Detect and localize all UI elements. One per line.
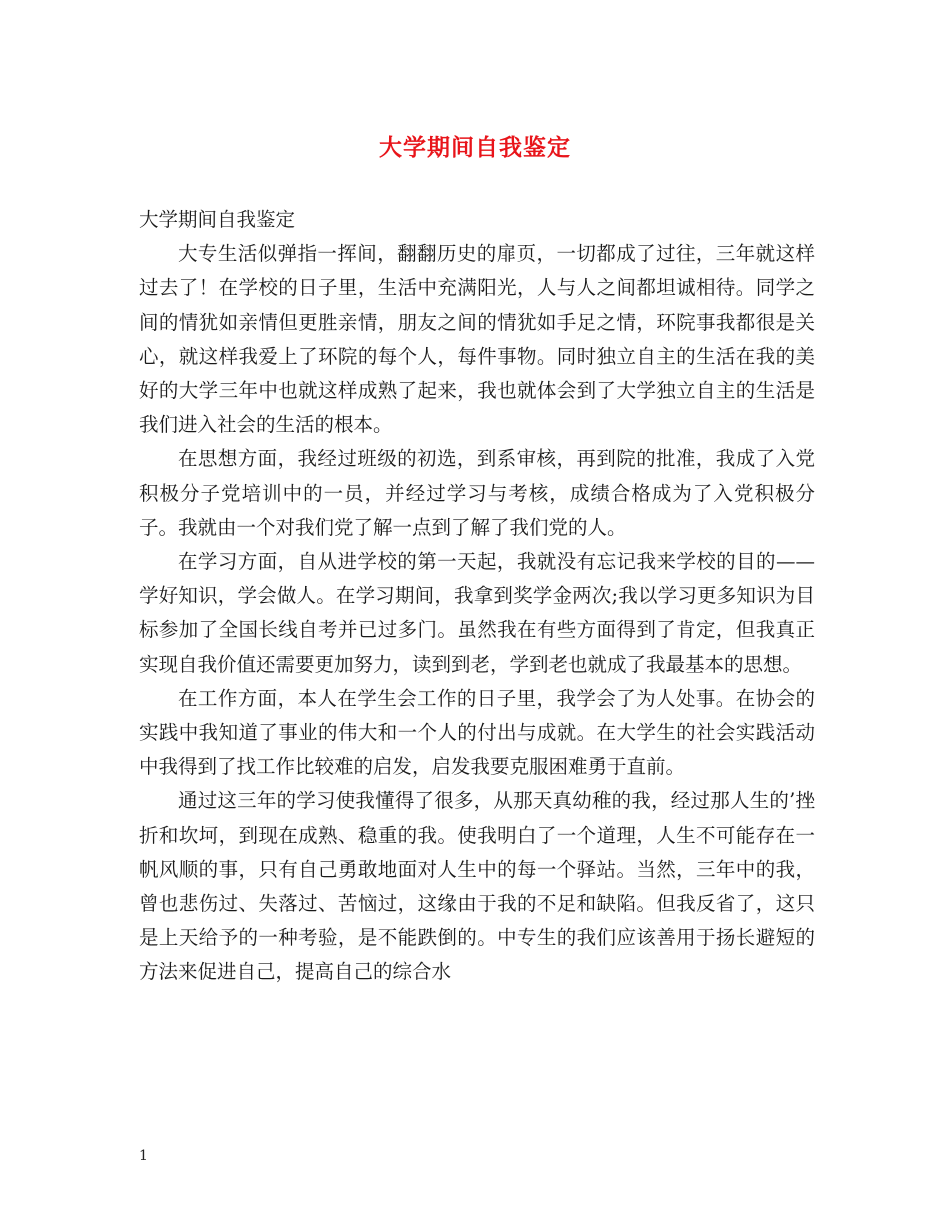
page-title: 大学期间自我鉴定 (379, 134, 571, 161)
document-body (139, 203, 815, 990)
paragraph-work: 在工作方面，本人在学生会工作的日子里，我学会了为人处事。在协会的实践中我知道了事业的伟大和一个人的付出与成就。在大学生的社会实践活动中我得到了找工作比较难的启发，启发我要克服困难勇于直前。 (139, 686, 815, 779)
paragraph-reflection: 通过这三年的学习使我懂得了很多，从那天真幼稚的我，经过那人生的’挫折和坎坷，到现在成熟、稳重的我。使我明白了一个道理，人生不可能存在一帆风顺的事，只有自己勇敢地面对人生中的每一个驿站。当然，三年中的我，曾也悲伤过、失落过、苦恼过，这缘由于我的不足和缺陷。但我反省了，这只是上天给予的一种考验，是不能跌倒的。中专生的我们应该善用于扬长避短的方法来促进自己，提高自己的综合水 (139, 789, 815, 984)
paragraph-study: 在学习方面，自从进学校的第一天起，我就没有忘记我来学校的目的——学好知识，学会做人。在学习期间，我拿到奖学金两次;我以学习更多知识为目标参加了全国长线自考并已过多门。虽然我在有些方面得到了肯定，但我真正实现自我价值还需要更加努力，读到到老，学到老也就成了我最基本的思想。 (139, 550, 815, 676)
paragraph-intro: 大专生活似弹指一挥间，翻翻历史的扉页，一切都成了过往，三年就这样过去了！在学校的日子里，生活中充满阳光，人与人之间都坦诚相待。同学之间的情犹如亲情但更胜亲情，朋友之间的情犹如手足之情，环院事我都很是关心，就这样我爱上了环院的每个人，每件事物。同时独立自主的生活在我的美好的大学三年中也就这样成熟了起来，我也就体会到了大学独立自主的生活是我们进入社会的生活的根本。 (139, 242, 815, 437)
paragraph-thought: 在思想方面，我经过班级的初选，到系审核，再到院的批准，我成了入党积极分子党培训中的一员，并经过学习与考核，成绩合格成为了入党积极分子。我就由一个对我们党了解一点到了解了我们党的人。 (139, 447, 815, 539)
page-number: 1 (139, 1148, 148, 1164)
document-subtitle: 大学期间自我鉴定 (139, 208, 296, 231)
